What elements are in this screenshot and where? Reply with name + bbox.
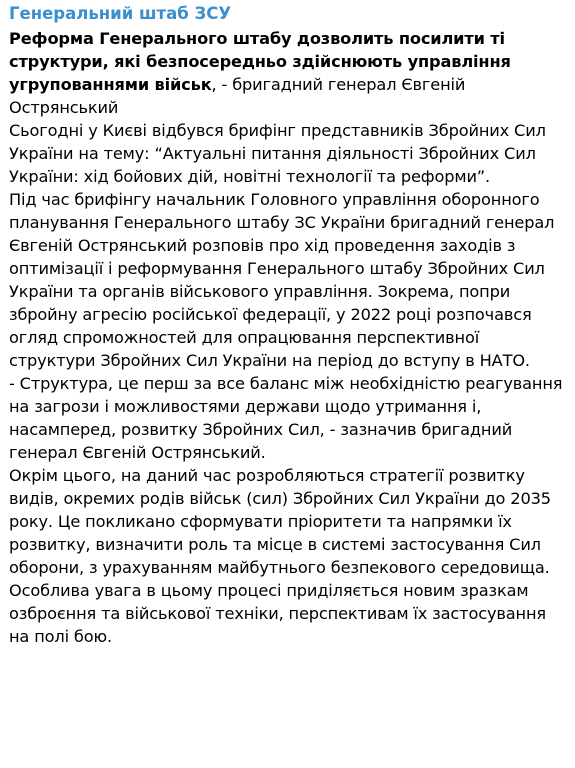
paragraph-line: насамперед, розвитку Збройних Сил, - зазначив бригадний [9, 420, 513, 439]
headline-line: Реформа Генерального штабу дозволить посилити ті [9, 29, 505, 48]
headline-line: структури, які безпосередньо здійснюють управління [9, 52, 511, 71]
paragraph-line: огляд спроможностей для опрацювання перспективної [9, 328, 480, 347]
paragraph-line: України та органів військового управління. Зокрема, попри [9, 282, 511, 301]
paragraph-line: Сьогодні у Києві відбувся брифінг представників Збройних Сил [9, 121, 546, 140]
paragraph-line: України: хід бойових дій, новітні технології та реформи”. [9, 167, 491, 186]
paragraph-line: структури Збройних Сил України на період до вступу в НАТО. [9, 351, 530, 370]
paragraph-line: на загрози і можливостями держави щодо утримання і, [9, 397, 482, 416]
headline-line: угрупованнями військ [9, 75, 212, 94]
message-paragraph [9, 372, 565, 464]
paragraph-line: на полі бою. [9, 627, 112, 646]
paragraph-line: видів, окремих родів військ (сил) Збройних Сил України до 2035 [9, 489, 551, 508]
paragraph-line: генерал Євгеній Острянський. [9, 443, 266, 462]
paragraph-line: планування Генерального штабу ЗС України бригадний генерал [9, 213, 555, 232]
message-paragraph [9, 464, 565, 648]
headline-attribution-name: Острянський [9, 98, 119, 117]
paragraph-line: збройну агресію російської федерації, у 2022 році розпочався [9, 305, 532, 324]
paragraph-line: України на тему: “Актуальні питання діяльності Збройних Сил [9, 144, 536, 163]
paragraph-line: Окрім цього, на даний час розробляються стратегії розвитку [9, 466, 525, 485]
paragraph-line: - Структура, це перш за все баланс між необхідністю реагування [9, 374, 563, 393]
paragraph-line: року. Це покликано сформувати пріоритети та напрямки їх [9, 512, 512, 531]
paragraph-line: розвитку, визначити роль та місце в системі застосування Сил [9, 535, 541, 554]
paragraph-line: оборони, з урахуванням майбутнього безпекового середовища. [9, 558, 550, 577]
headline-attribution: , - бригадний генерал Євгеній [211, 75, 466, 94]
paragraph-line: Особлива увага в цьому процесі приділяється новим зразкам [9, 581, 529, 600]
message-headline [9, 27, 565, 119]
paragraph-line: озброєння та військової техніки, перспективам їх застосування [9, 604, 546, 623]
channel-name-link[interactable]: Генеральний штаб ЗСУ [9, 4, 232, 23]
paragraph-line: Під час брифінгу начальник Головного управління оборонного [9, 190, 540, 209]
paragraph-line: Євгеній Острянський розповів про хід проведення заходів з [9, 236, 516, 255]
paragraph-line: оптимізації і реформування Генерального штабу Збройних Сил [9, 259, 545, 278]
message-paragraph [9, 119, 565, 188]
message-paragraph [9, 188, 565, 372]
